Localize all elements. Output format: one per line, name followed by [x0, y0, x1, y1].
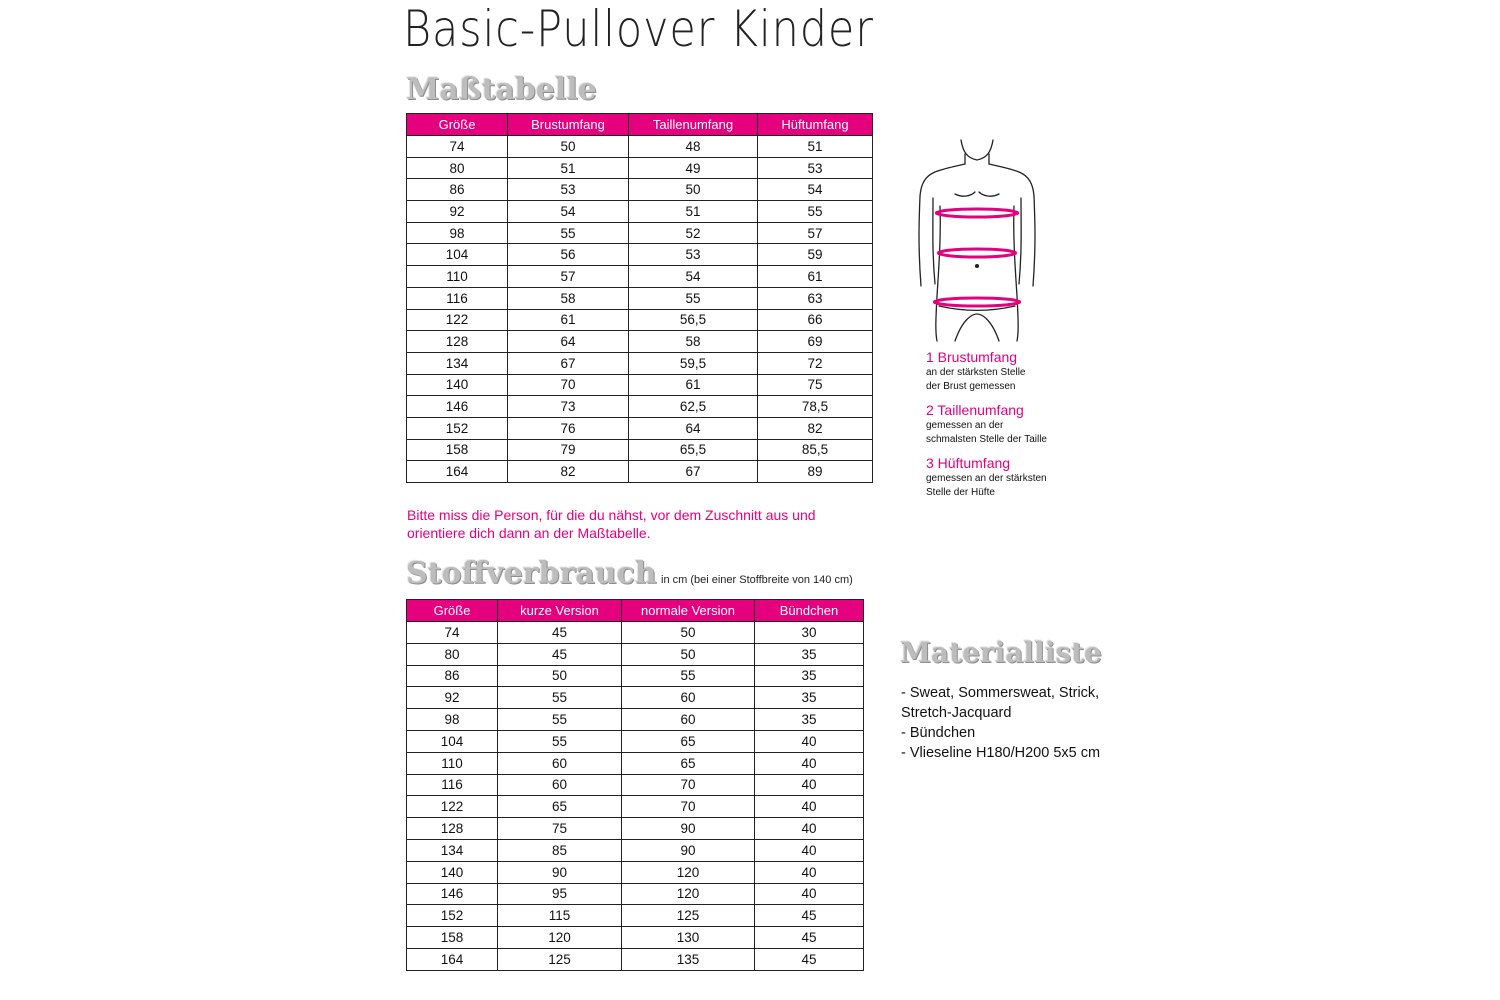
table-cell: 60 [498, 774, 622, 796]
table-cell: 64 [629, 417, 758, 439]
table-row [407, 157, 873, 179]
table-cell: 55 [498, 730, 622, 752]
table-cell: 50 [622, 643, 755, 665]
stoffverbrauch-heading: Stoffverbrauch [406, 556, 657, 591]
table-cell: 66 [758, 309, 873, 331]
masstabelle-heading: Maßtabelle [406, 72, 597, 107]
table-row [407, 417, 873, 439]
table-row [407, 665, 864, 687]
legend-item-brustumfang [926, 349, 1126, 394]
legend-desc: der Brust gemessen [926, 381, 1016, 392]
table-cell: 90 [622, 839, 755, 861]
table-row [407, 396, 873, 418]
table-cell: 140 [407, 374, 508, 396]
table-cell: 55 [508, 222, 629, 244]
table-row [407, 643, 864, 665]
fabric-usage-table [406, 599, 864, 971]
table-cell: 56,5 [629, 309, 758, 331]
table-header-row [407, 600, 864, 622]
table-cell: 61 [629, 374, 758, 396]
table-row [407, 244, 873, 266]
table-row [407, 796, 864, 818]
table-cell: 128 [407, 818, 498, 840]
table-cell: 65 [622, 730, 755, 752]
table-cell: 116 [407, 774, 498, 796]
table-cell: 79 [508, 439, 629, 461]
page-title: Basic-Pullover Kinder [403, 0, 874, 58]
table-cell: 50 [508, 136, 629, 158]
materialliste-heading: Materialliste [900, 636, 1102, 669]
table-cell: 60 [498, 752, 622, 774]
table-cell: 54 [758, 179, 873, 201]
table-cell: 85,5 [758, 439, 873, 461]
table-cell: 57 [758, 222, 873, 244]
table-row [407, 883, 864, 905]
table-cell: 75 [758, 374, 873, 396]
measure-note: Bitte miss die Person, für die du nähst, vor dem Zuschnitt aus und orientiere dich dann an der Maßtabelle. [407, 507, 816, 541]
table-cell: 90 [498, 861, 622, 883]
table-cell: 55 [498, 687, 622, 709]
material-item: - Sweat, Sommersweat, Strick, [901, 685, 1100, 701]
table-cell: 146 [407, 883, 498, 905]
column-header: Größe [407, 600, 498, 622]
table-cell: 85 [498, 839, 622, 861]
stoffverbrauch-subnote: in cm (bei einer Stoffbreite von 140 cm) [661, 574, 853, 586]
table-cell: 110 [407, 752, 498, 774]
table-cell: 74 [407, 136, 508, 158]
table-cell: 76 [508, 417, 629, 439]
table-cell: 70 [508, 374, 629, 396]
table-cell: 78,5 [758, 396, 873, 418]
table-cell: 56 [508, 244, 629, 266]
table-cell: 86 [407, 665, 498, 687]
table-cell: 158 [407, 439, 508, 461]
table-cell: 64 [508, 331, 629, 353]
table-row [407, 730, 864, 752]
table-cell: 115 [498, 905, 622, 927]
material-list [901, 683, 1100, 763]
table-cell: 74 [407, 622, 498, 644]
table-cell: 55 [629, 287, 758, 309]
table-cell: 122 [407, 796, 498, 818]
table-cell: 152 [407, 905, 498, 927]
measurement-legend [926, 349, 1126, 508]
table-cell: 35 [755, 643, 864, 665]
table-cell: 40 [755, 839, 864, 861]
table-cell: 128 [407, 331, 508, 353]
table-header-row [407, 114, 873, 136]
table-cell: 80 [407, 643, 498, 665]
table-cell: 57 [508, 266, 629, 288]
table-cell: 58 [629, 331, 758, 353]
table-row [407, 222, 873, 244]
table-cell: 95 [498, 883, 622, 905]
table-cell: 50 [622, 622, 755, 644]
material-item: - Vlieseline H180/H200 5x5 cm [901, 745, 1101, 761]
legend-desc: schmalsten Stelle der Taille [926, 434, 1047, 445]
table-cell: 70 [622, 796, 755, 818]
table-cell: 82 [508, 461, 629, 483]
table-cell: 40 [755, 730, 864, 752]
table-cell: 120 [622, 861, 755, 883]
table-cell: 40 [755, 752, 864, 774]
table-row [407, 331, 873, 353]
table-cell: 70 [622, 774, 755, 796]
legend-title: 2 Taillenumfang [926, 402, 1024, 418]
table-cell: 60 [622, 709, 755, 731]
table-row [407, 948, 864, 970]
table-cell: 69 [758, 331, 873, 353]
table-cell: 54 [508, 201, 629, 223]
table-cell: 59,5 [629, 352, 758, 374]
table-cell: 40 [755, 796, 864, 818]
table-cell: 130 [622, 927, 755, 949]
table-cell: 158 [407, 927, 498, 949]
table-cell: 40 [755, 861, 864, 883]
legend-desc: gemessen an der [926, 420, 1004, 431]
table-cell: 134 [407, 352, 508, 374]
table-cell: 104 [407, 244, 508, 266]
table-cell: 90 [622, 818, 755, 840]
table-cell: 61 [508, 309, 629, 331]
table-row [407, 352, 873, 374]
table-cell: 61 [758, 266, 873, 288]
table-cell: 92 [407, 201, 508, 223]
table-cell: 116 [407, 287, 508, 309]
table-row [407, 201, 873, 223]
table-cell: 40 [755, 883, 864, 905]
table-row [407, 905, 864, 927]
table-cell: 125 [622, 905, 755, 927]
table-cell: 72 [758, 352, 873, 374]
column-header: kurze Version [498, 600, 622, 622]
table-row [407, 179, 873, 201]
material-item: Stretch-Jacquard [901, 705, 1012, 721]
table-cell: 40 [755, 818, 864, 840]
table-cell: 35 [755, 665, 864, 687]
table-cell: 55 [498, 709, 622, 731]
table-cell: 140 [407, 861, 498, 883]
legend-item-hueftumfang [926, 455, 1126, 500]
table-cell: 45 [498, 622, 622, 644]
table-cell: 52 [629, 222, 758, 244]
legend-desc: gemessen an der stärksten [926, 473, 1047, 484]
table-cell: 146 [407, 396, 508, 418]
table-row [407, 861, 864, 883]
column-header: Hüftumfang [758, 114, 873, 136]
table-cell: 50 [498, 665, 622, 687]
table-cell: 98 [407, 222, 508, 244]
table-cell: 63 [758, 287, 873, 309]
table-row [407, 439, 873, 461]
table-row [407, 839, 864, 861]
table-cell: 75 [498, 818, 622, 840]
table-cell: 120 [498, 927, 622, 949]
table-cell: 35 [755, 709, 864, 731]
table-cell: 73 [508, 396, 629, 418]
table-row [407, 461, 873, 483]
table-cell: 45 [755, 927, 864, 949]
table-cell: 55 [758, 201, 873, 223]
body-figure-icon [915, 136, 1040, 346]
table-cell: 35 [755, 687, 864, 709]
table-cell: 65,5 [629, 439, 758, 461]
table-cell: 125 [498, 948, 622, 970]
table-cell: 82 [758, 417, 873, 439]
table-row [407, 266, 873, 288]
table-cell: 122 [407, 309, 508, 331]
table-row [407, 287, 873, 309]
table-cell: 45 [755, 948, 864, 970]
material-item: - Bündchen [901, 725, 976, 741]
table-cell: 62,5 [629, 396, 758, 418]
legend-desc: an der stärksten Stelle [926, 367, 1026, 378]
legend-item-taillenumfang [926, 402, 1126, 447]
legend-title: 1 Brustumfang [926, 349, 1018, 365]
table-cell: 65 [498, 796, 622, 818]
table-cell: 53 [758, 157, 873, 179]
measurement-table [406, 113, 873, 483]
table-cell: 58 [508, 287, 629, 309]
table-cell: 59 [758, 244, 873, 266]
table-cell: 30 [755, 622, 864, 644]
table-cell: 60 [622, 687, 755, 709]
column-header: Taillenumfang [629, 114, 758, 136]
table-cell: 45 [498, 643, 622, 665]
table-cell: 92 [407, 687, 498, 709]
column-header: Brustumfang [508, 114, 629, 136]
table-cell: 67 [508, 352, 629, 374]
table-row [407, 709, 864, 731]
table-cell: 110 [407, 266, 508, 288]
table-cell: 51 [508, 157, 629, 179]
table-cell: 135 [622, 948, 755, 970]
table-cell: 45 [755, 905, 864, 927]
table-cell: 120 [622, 883, 755, 905]
table-row [407, 136, 873, 158]
table-row [407, 374, 873, 396]
table-cell: 48 [629, 136, 758, 158]
table-row [407, 774, 864, 796]
table-cell: 65 [622, 752, 755, 774]
table-row [407, 309, 873, 331]
table-cell: 40 [755, 774, 864, 796]
table-cell: 98 [407, 709, 498, 731]
table-cell: 54 [629, 266, 758, 288]
table-row [407, 622, 864, 644]
table-cell: 50 [629, 179, 758, 201]
table-cell: 164 [407, 948, 498, 970]
table-cell: 164 [407, 461, 508, 483]
legend-desc: Stelle der Hüfte [926, 487, 995, 498]
table-row [407, 927, 864, 949]
table-cell: 104 [407, 730, 498, 752]
table-cell: 152 [407, 417, 508, 439]
table-row [407, 752, 864, 774]
legend-title: 3 Hüftumfang [926, 455, 1011, 471]
table-row [407, 687, 864, 709]
column-header: Größe [407, 114, 508, 136]
table-cell: 51 [758, 136, 873, 158]
table-row [407, 818, 864, 840]
table-cell: 55 [622, 665, 755, 687]
column-header: Bündchen [755, 600, 864, 622]
table-cell: 80 [407, 157, 508, 179]
table-cell: 89 [758, 461, 873, 483]
table-cell: 134 [407, 839, 498, 861]
table-cell: 49 [629, 157, 758, 179]
table-cell: 53 [508, 179, 629, 201]
table-cell: 51 [629, 201, 758, 223]
column-header: normale Version [622, 600, 755, 622]
table-cell: 86 [407, 179, 508, 201]
table-cell: 67 [629, 461, 758, 483]
table-cell: 53 [629, 244, 758, 266]
